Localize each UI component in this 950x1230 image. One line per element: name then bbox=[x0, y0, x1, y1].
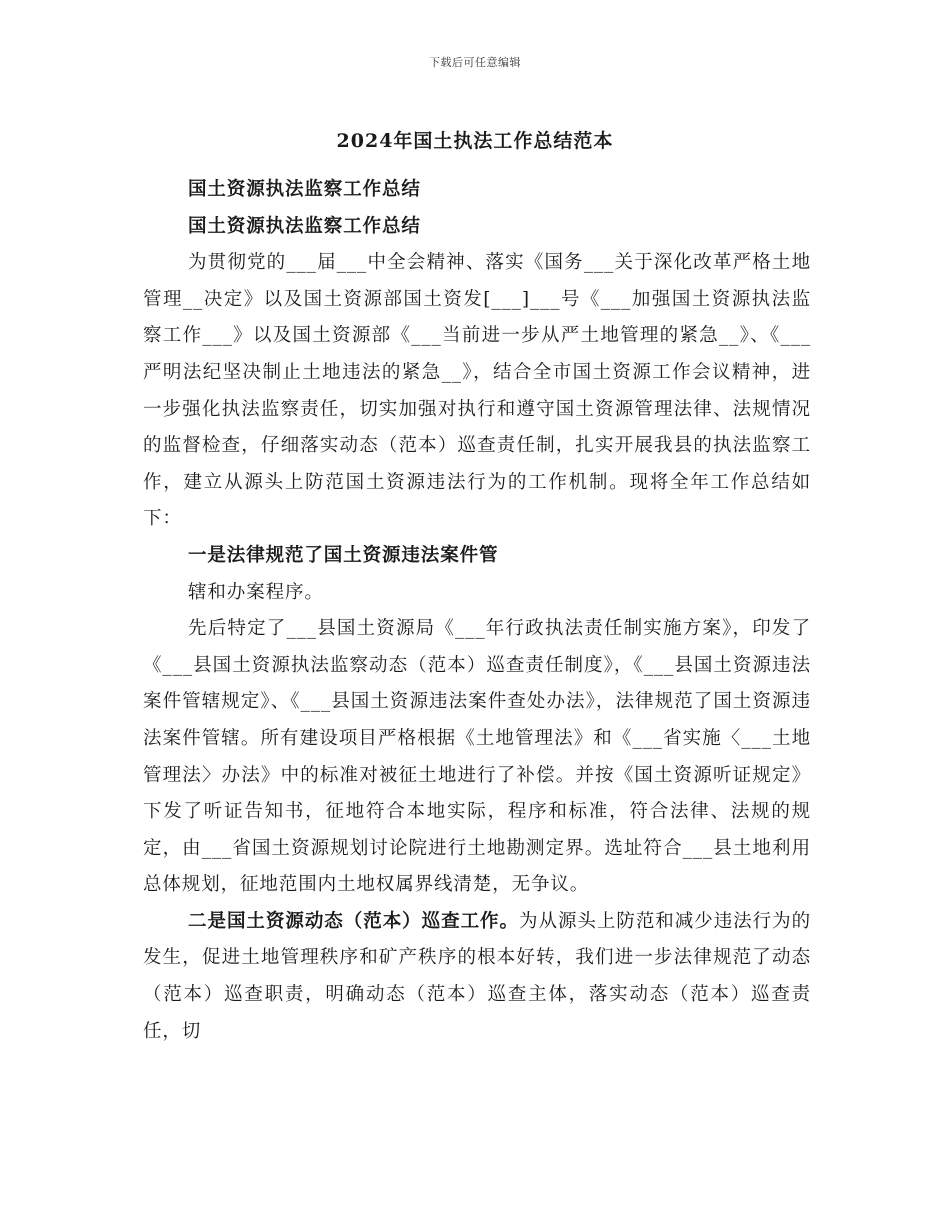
page-header: 下载后可任意编辑 bbox=[429, 56, 521, 69]
paragraph-regulations: 先后特定了___县国土资源局《___年行政执法责任制实施方案》，印发了《___县国土资源执法监察动态（范本）巡查责任制度》，《___县国土资源违法案件管辖规定》、《___县国土资源违法案件查处办法》，法律规范了国土资源违法案件管辖。所有建设项目严格根据《土地管理法》和《___省实施〈___土地管理法〉办法》中的标准对被征土地进行了补偿。并按《国土资源听证规定》下发了听证告知书，征地符合本地实际，程序和标准，符合法律、法规的规定，由___省国土资源规划讨论院进行土地勘测定界。选址符合___县土地利用总体规划，征地范围内土地权属界线清楚，无争议。 bbox=[143, 618, 811, 896]
paragraph-patrol bbox=[143, 904, 811, 1050]
paragraph-intro: 为贯彻党的___届___中全会精神、落实《国务___关于深化改革严格土地管理__决定》以及国土资源部国土资发[___]___号《___加强国土资源执法监察工作___》以及国土资源部《___当前进一步从严土地管理的紧急__》、《___严明法纪坚决制止土地违法的紧急__》，结合全市国土资源工作会议精神，进一步强化执法监察责任，切实加强对执行和遵守国土资源管理法律、法规情况的监督检查，仔细落实动态（范本）巡查责任制，扎实开展我县的执法监察工作，建立从源头上防范国土资源违法行为的工作机制。现将全年工作总结如下： bbox=[143, 252, 811, 530]
document-body bbox=[143, 172, 811, 1050]
paragraph-patrol-lead: 二是国土资源动态（范本）巡查工作。 bbox=[188, 910, 519, 932]
section-subheading: 国土资源执法监察工作总结 bbox=[188, 215, 421, 237]
section-heading-1: 一是法律规范了国土资源违法案件管 bbox=[188, 544, 499, 566]
document-title: 2024年国土执法工作总结范本 bbox=[336, 130, 614, 152]
section-heading: 国土资源执法监察工作总结 bbox=[188, 179, 421, 200]
section-heading-1-continuation: 辖和办案程序。 bbox=[188, 581, 324, 603]
paragraph-patrol-text: 为从源头上防范和减少违法行为的发生，促进土地管理秩序和矿产秩序的根本好转，我们进一步法律规范了动态（范本）巡查职责，明确动态（范本）巡查主体，落实动态（范本）巡查责任，切 bbox=[143, 910, 811, 1042]
